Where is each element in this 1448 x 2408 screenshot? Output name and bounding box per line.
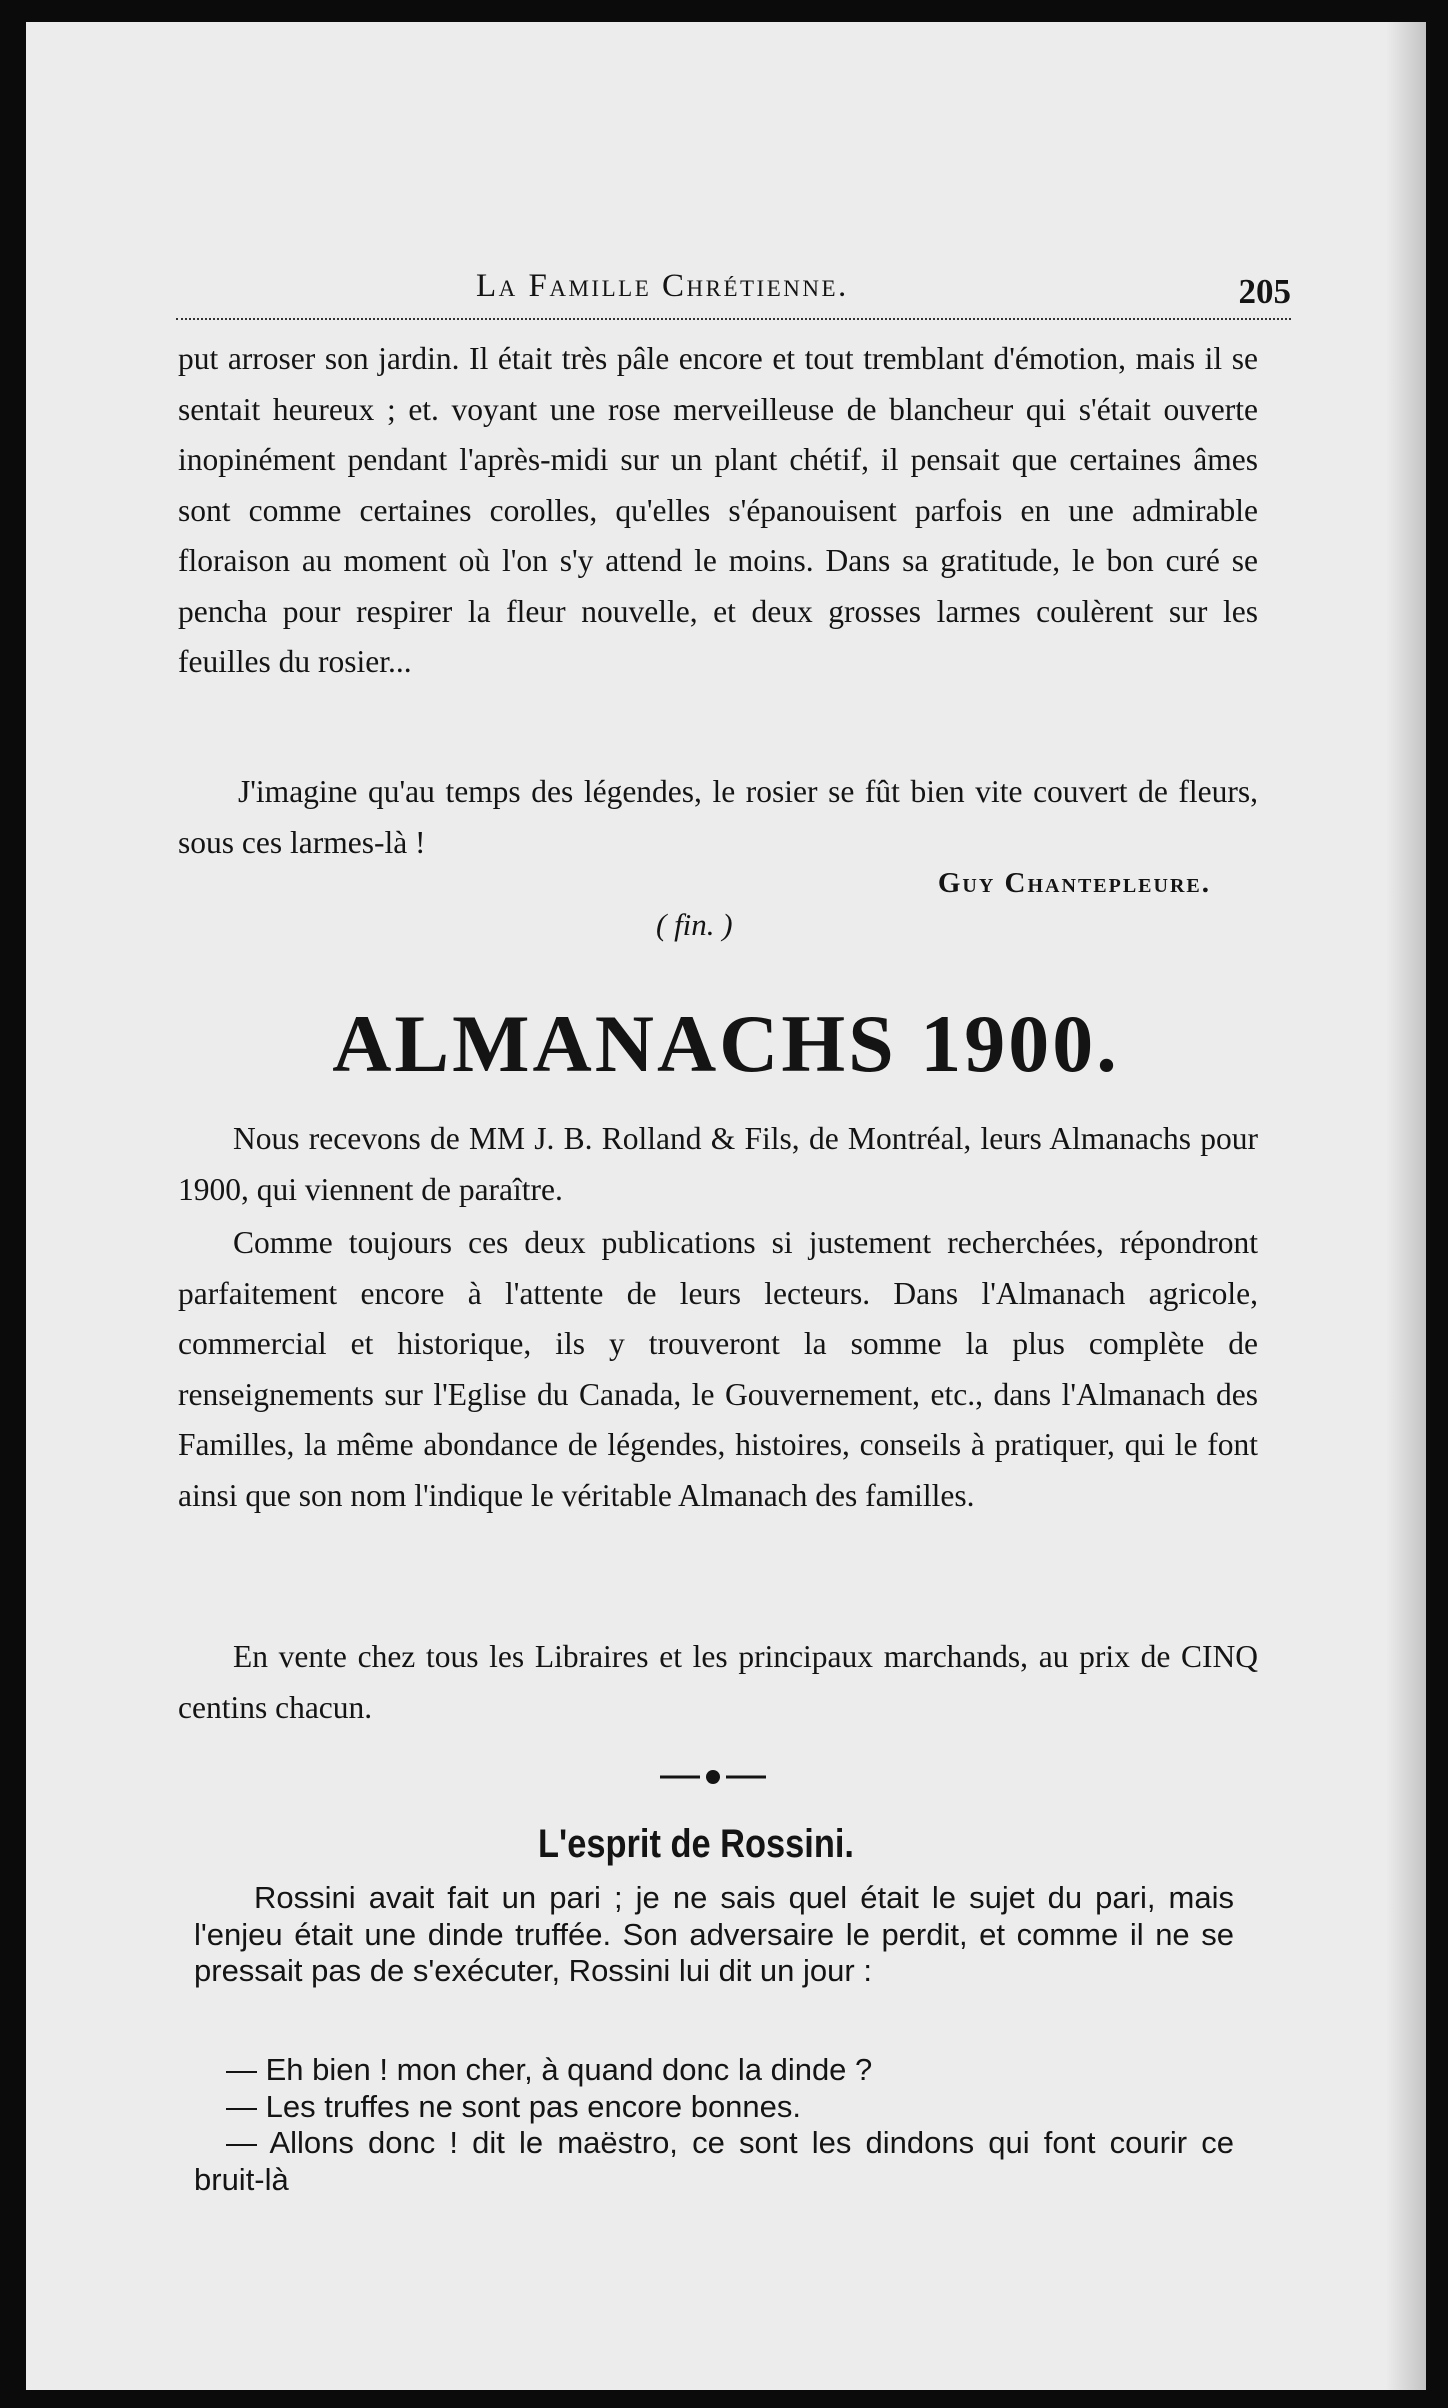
- running-title: La Famille Chrétienne.: [476, 268, 849, 304]
- page-header: [176, 268, 1291, 320]
- story-paragraph-2: J'imagine qu'au temps des légendes, le rosier se fût bien vite couvert de fleurs, sous ces larmes-là !: [178, 774, 1258, 860]
- story-paragraph-1: put arroser son jardin. Il était très pâle encore et tout tremblant d'émotion, mais il se sentait heureux ; et. voyant une rose merveilleuse de blancheur qui s'était ouverte inopinément pendant l'après-midi sur un plant chétif, il pensait que certaines âmes sont comme certaines corolles, qu'elles s'épanouisent parfois en une admirable floraison au moment où l'on s'y attend le moins. Dans sa gratitude, le bon curé se pencha pour respirer la fleur nouvelle, et deux grosses larmes coulèrent sur les feuilles du rosier...: [178, 341, 1258, 679]
- dialogue-line: — Eh bien ! mon cher, à quand donc la dinde ?: [226, 2052, 873, 2087]
- rossini-heading: L'esprit de Rossini.: [538, 1822, 854, 1866]
- section-divider-ornament: [658, 1767, 768, 1787]
- rossini-paragraph: Rossini avait fait un pari ; je ne sais quel était le sujet du pari, mais l'enjeu était une dinde truffée. Son adversaire le perdit, et comme il ne se pressait pas de s'exécuter, Rossini lui dit un jour :: [194, 1880, 1234, 1988]
- page-edge-shadow: [1386, 22, 1426, 2390]
- dialogue-line: — Allons donc ! dit le maëstro, ce sont les dindons qui font courir ce bruit-là: [194, 2125, 1234, 2197]
- almanachs-paragraph-1: Nous recevons de MM J. B. Rolland & Fils, de Montréal, leurs Almanachs pour 1900, qui viennent de paraître.: [178, 1121, 1258, 1207]
- author-signature: Guy Chantepleure.: [937, 867, 1211, 899]
- almanachs-heading: ALMANACHS 1900.: [332, 998, 1120, 1089]
- book-page: [26, 22, 1426, 2390]
- rossini-dialogue: [194, 2052, 1234, 2198]
- page-number: 205: [1238, 272, 1291, 311]
- fin-mark: ( fin. ): [656, 907, 733, 942]
- almanachs-paragraph-3: En vente chez tous les Libraires et les principaux marchands, au prix de CINQ centins chacun.: [178, 1639, 1258, 1725]
- dialogue-line: — Les truffes ne sont pas encore bonnes.: [226, 2088, 802, 2124]
- almanachs-paragraph-2: Comme toujours ces deux publications si justement recherchées, répondront parfaitement encore à l'attente de leurs lecteurs. Dans l'Almanach agricole, commercial et historique, ils y trouveront la somme la plus complète de renseignements sur l'Eglise du Canada, le Gouvernement, etc., dans l'Almanach des Familles, la même abondance de légendes, histoires, conseils à pratiquer, qui le font ainsi que son nom l'indique le véritable Almanach des familles.: [178, 1225, 1258, 1513]
